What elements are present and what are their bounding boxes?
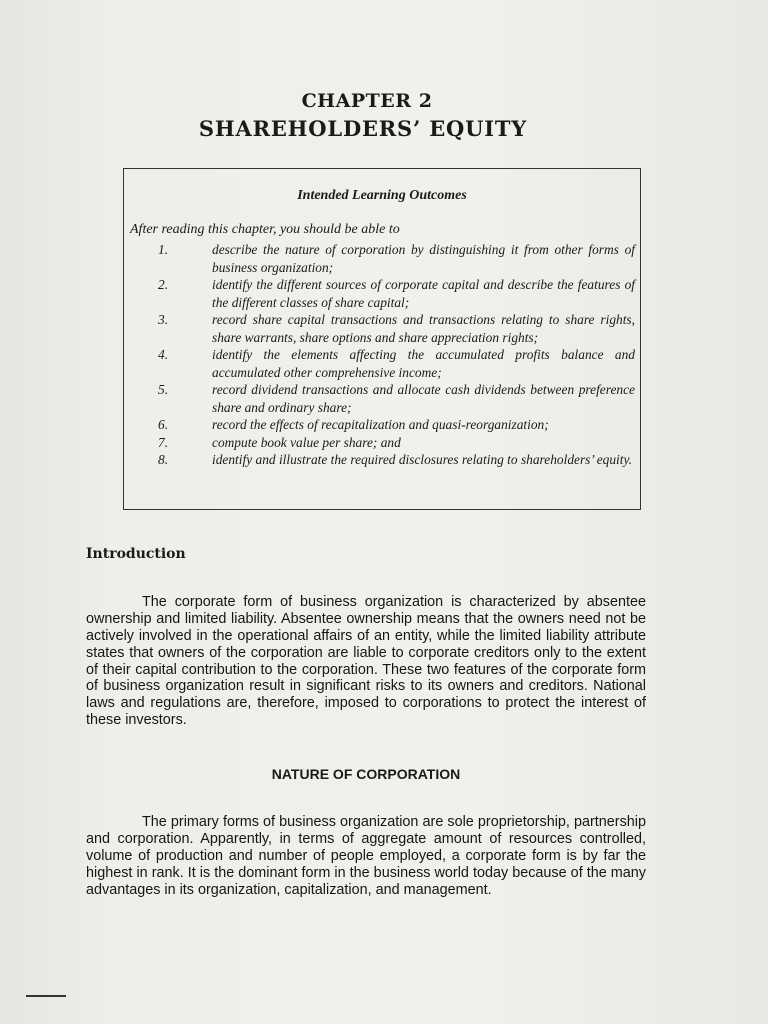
- page-edge-mark: [26, 995, 66, 997]
- list-item: [150, 381, 635, 416]
- list-item-text: identify and illustrate the required disclosures relating to shareholders’ equity.: [212, 452, 633, 467]
- list-item-text: identify the elements affecting the accumulated profits balance and accumulated other comprehensive income;: [212, 347, 635, 380]
- list-item: [150, 311, 635, 346]
- list-item-text: record the effects of recapitalization and quasi-reorganization;: [212, 417, 549, 432]
- list-item: [150, 241, 635, 276]
- list-item-number: 5.: [158, 382, 169, 397]
- nature-of-corporation-heading: NATURE OF CORPORATION: [271, 766, 461, 782]
- learning-outcomes-intro: After reading this chapter, you should be able to: [130, 222, 400, 237]
- list-item-text: record share capital transactions and transactions relating to share rights, share warrants, share options and share appreciation rights;: [212, 312, 635, 345]
- list-item: [150, 276, 635, 311]
- list-item-text: describe the nature of corporation by distinguishing it from other forms of business organization;: [212, 242, 635, 275]
- learning-outcomes-heading: Intended Learning Outcomes: [297, 188, 467, 203]
- nature-of-corporation-paragraph: The primary forms of business organization are sole proprietorship, partnership and corporation. Apparently, in terms of aggregate amount of resources controlled, volume of production and number of people employed, a corporate form is by far the highest in rank. It is the dominant form in the business world today because of the many advantages in its organization, capitalization, and management.: [86, 814, 646, 898]
- list-item-number: 6.: [158, 417, 169, 432]
- introduction-paragraph: The corporate form of business organization is characterized by absentee ownership and limited liability. Absentee ownership means that the owners need not be actively involved in the operational affairs of an entity, while the limited liability attribute states that owners of the corporation are liable to corporate creditors only to the extent of their capital contribution to the corporation. These two features of the corporate form of business organization result in significant risks to its owners and creditors. National laws and regulations are, therefore, imposed to corporations to protect the interest of these investors.: [86, 594, 646, 728]
- introduction-heading: Introduction: [86, 546, 186, 562]
- list-item: [150, 346, 635, 381]
- list-item-text: compute book value per share; and: [212, 434, 401, 450]
- list-item: [150, 416, 635, 434]
- list-item-number: 3.: [158, 312, 169, 327]
- list-item-number: 2.: [158, 277, 169, 292]
- list-item: [150, 451, 635, 469]
- list-item-number: 1.: [158, 242, 169, 257]
- chapter-number: CHAPTER 2: [301, 90, 433, 112]
- list-item-number: 4.: [158, 347, 169, 362]
- list-item-number: 7.: [158, 434, 169, 450]
- learning-outcomes-list: [150, 241, 635, 469]
- list-item-text: identify the different sources of corporate capital and describe the features of the different classes of share capital;: [212, 277, 635, 310]
- list-item-text: record dividend transactions and allocate cash dividends between preference share and ordinary share;: [212, 382, 635, 415]
- list-item-number: 8.: [158, 452, 169, 467]
- chapter-title: SHAREHOLDERS’ EQUITY: [198, 116, 528, 141]
- list-item: [150, 434, 635, 452]
